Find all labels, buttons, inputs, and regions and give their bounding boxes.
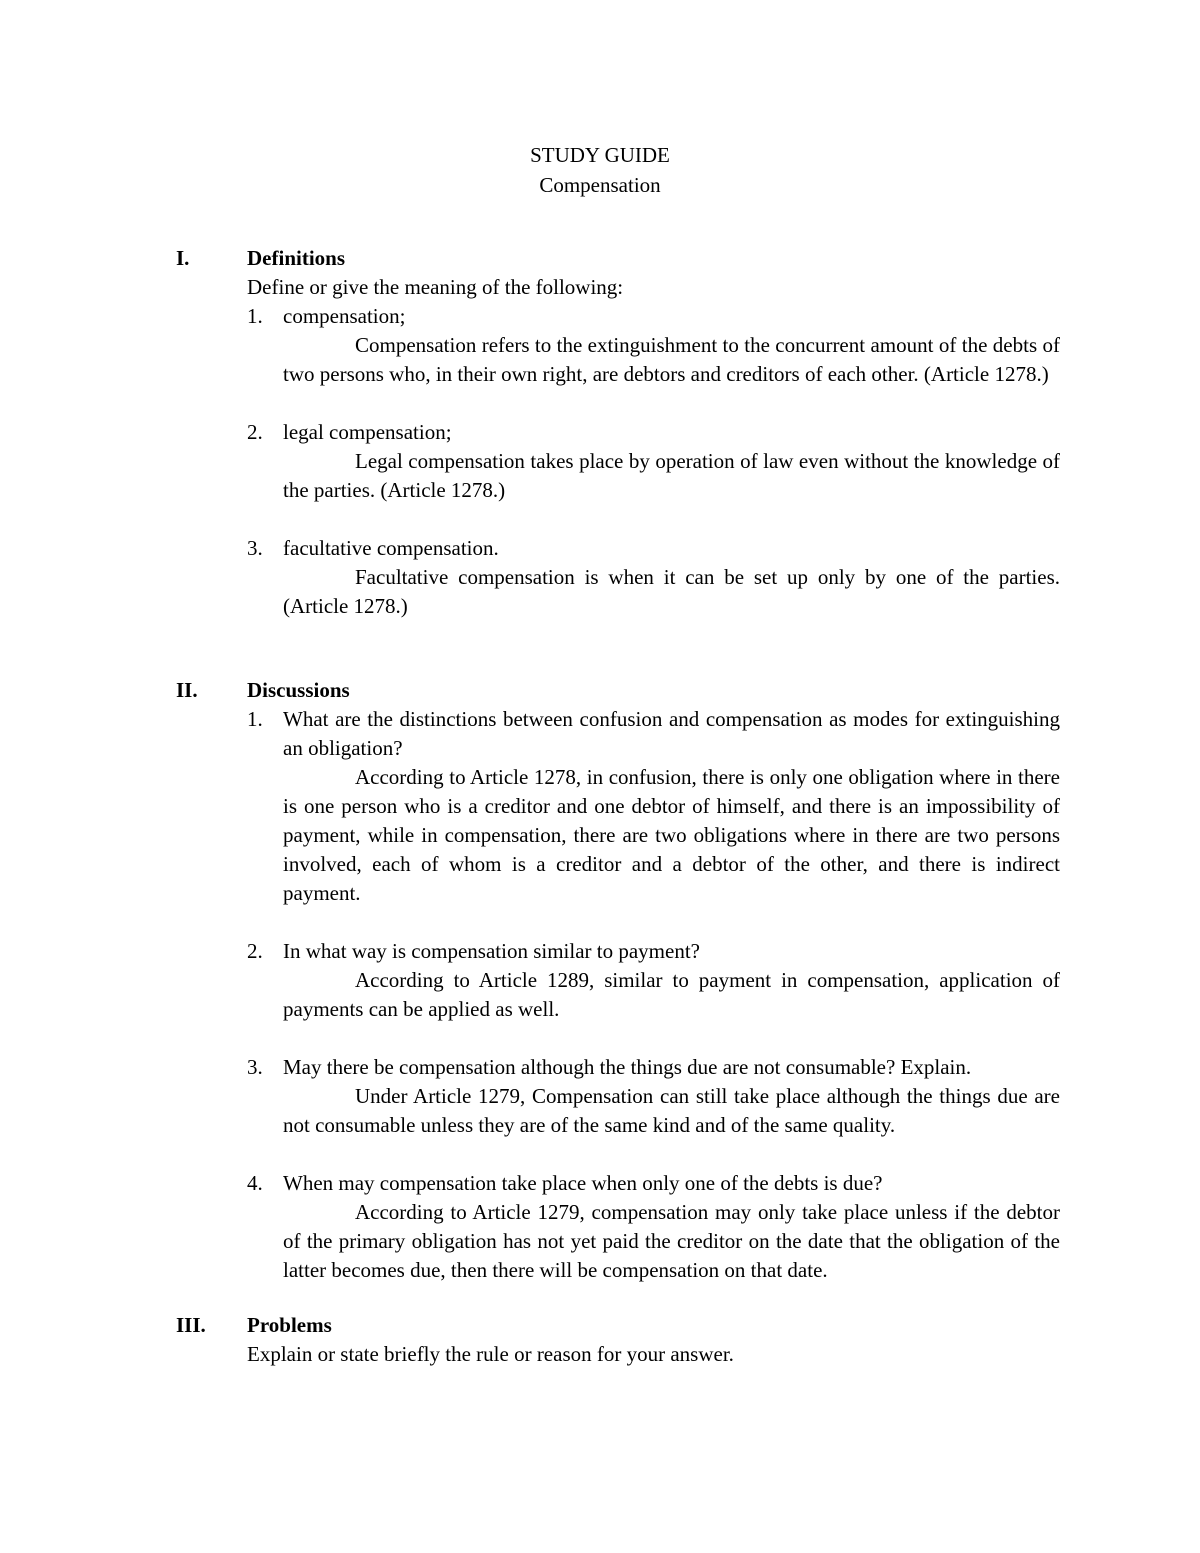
list-item [247,1053,1060,1140]
list-item [247,418,1060,505]
section-number: III. [176,1313,206,1337]
item-question: What are the distinctions between confusion and compensation as modes for extinguishing an obligation? [283,707,1060,760]
item-question: When may compensation take place when only one of the debts is due? [283,1171,883,1195]
section-intro: Define or give the meaning of the following: [247,275,624,299]
item-answer: Facultative compensation is when it can be set up only by one of the parties. (Article 1278.) [283,565,1060,618]
item-answer: According to Article 1278, in confusion, there is only one obligation where in there is one person who is a creditor and one debtor of himself, and there is an impossibility of payment, while in compensation, there are two obligations where in there are two persons involved, each of whom is a creditor and a debtor of the other, and there is indirect payment. [283,765,1060,905]
list-item [247,534,1060,621]
document-title: STUDY GUIDE [530,143,670,167]
item-number: 1. [247,707,263,731]
item-number: 1. [247,304,263,328]
section-number: I. [176,246,190,270]
section-discussions [176,676,1060,1285]
section-heading [176,676,1060,705]
list-item [247,705,1060,908]
list-item [247,937,1060,1024]
item-answer: Legal compensation takes place by operation of law even without the knowledge of the parties. (Article 1278.) [283,449,1060,502]
item-number: 2. [247,420,263,444]
item-question: In what way is compensation similar to payment? [283,939,700,963]
item-number: 4. [247,1171,263,1195]
item-question: legal compensation; [283,420,452,444]
section-title: Discussions [247,678,350,702]
list-item [247,302,1060,389]
item-number: 2. [247,939,263,963]
item-number: 3. [247,1055,263,1079]
item-answer: According to Article 1289, similar to payment in compensation, application of payments can be applied as well. [283,968,1060,1021]
section-intro: Explain or state briefly the rule or reason for your answer. [247,1342,734,1366]
section-definitions [176,244,1060,621]
item-question: May there be compensation although the things due are not consumable? Explain. [283,1055,972,1079]
section-heading [176,244,1060,273]
section-number: II. [176,678,198,702]
title-block [0,140,1200,200]
item-answer: Compensation refers to the extinguishment to the concurrent amount of the debts of two persons who, in their own right, are debtors and creditors of each other. (Article 1278.) [283,333,1060,386]
item-number: 3. [247,536,263,560]
item-question: compensation; [283,304,406,328]
section-problems [176,1311,1060,1369]
section-heading [176,1311,1060,1340]
list-item [247,1169,1060,1285]
section-title: Problems [247,1313,332,1337]
item-answer: Under Article 1279, Compensation can still take place although the things due are not consumable unless they are of the same kind and of the same quality. [283,1084,1060,1137]
section-title: Definitions [247,246,346,270]
item-answer: According to Article 1279, compensation may only take place unless if the debtor of the primary obligation has not yet paid the creditor on the date that the obligation of the latter becomes due, then there will be compensation on that date. [283,1200,1060,1282]
document-subtitle: Compensation [539,173,661,197]
item-question: facultative compensation. [283,536,499,560]
